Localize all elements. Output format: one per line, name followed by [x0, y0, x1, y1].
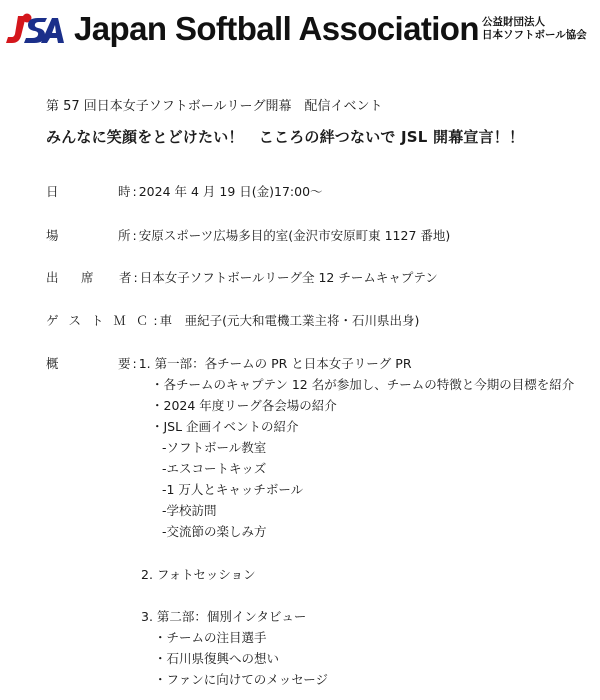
guest-row	[46, 311, 419, 329]
list-item: ・ファンに向けてのメッセージ	[154, 672, 329, 687]
list-item: -交流節の楽しみ方	[162, 524, 267, 539]
overview-part3: 3. 第二部：個別インタビュー	[141, 609, 307, 624]
list-item: ・各チームのキャプテン 12 名が参加し、チームの特徴と今期の目標を紹介	[151, 377, 575, 392]
overview-label-b: 要	[118, 356, 131, 371]
list-item: ・チームの注目選手	[154, 630, 267, 645]
date-row	[46, 182, 323, 200]
overview-part1: 1. 第一部：各チームの PR と日本女子リーグ PR	[138, 356, 412, 371]
overview-part2: 2. フォトセッション	[141, 567, 256, 582]
attendees-row	[46, 268, 438, 286]
list-item: ・2024 年度リーグ各会場の紹介	[151, 398, 337, 413]
date-colon: :	[132, 184, 137, 199]
guest-value: 車 亜紀子(元大和電機工業主将・石川県出身)	[159, 313, 420, 328]
date-label-b: 時	[118, 184, 131, 199]
attendees-label-c: 者	[119, 270, 132, 285]
list-item: -エスコートキッズ	[162, 461, 267, 476]
list-item: ・石川県復興への想い	[154, 651, 280, 666]
organization-subtitle-line2: 日本ソフトボール協会	[482, 29, 587, 41]
event-title: 第 57 回日本女子ソフトボールリーグ開幕 配信イベント	[46, 99, 383, 114]
attendees-colon: :	[133, 270, 138, 285]
list-item: ・JSL 企画イベントの紹介	[151, 419, 299, 434]
header	[0, 0, 600, 62]
date-label-a: 日	[46, 184, 59, 199]
list-item: -1 万人とキャッチボール	[162, 482, 304, 497]
list-item: -ソフトボール教室	[162, 440, 267, 455]
organization-name: Japan Softball Association	[74, 10, 479, 47]
place-label-b: 所	[118, 228, 131, 243]
overview-colon: :	[132, 356, 137, 371]
guest-label: ゲ ス ト Ｍ Ｃ	[46, 313, 152, 328]
jsa-logo-icon	[4, 10, 66, 50]
event-headline: みんなに笑顔をとどけたい！ こころの絆つないで JSL 開幕宣言！！	[46, 128, 525, 146]
date-value: 2024 年 4 月 19 日(金)17:00〜	[138, 184, 323, 199]
organization-subtitle-line1: 公益財団法人	[482, 16, 545, 28]
list-item: -学校訪問	[162, 503, 217, 518]
attendees-value: 日本女子ソフトボールリーグ全 12 チームキャプテン	[139, 270, 438, 285]
place-value: 安原スポーツ広場多目的室(金沢市安原町東 1127 番地)	[138, 228, 451, 243]
guest-colon: :	[153, 313, 158, 328]
overview-label-a: 概	[46, 356, 59, 371]
attendees-label-a: 出	[46, 270, 59, 285]
organization-subtitle	[482, 16, 587, 42]
place-row	[46, 226, 450, 244]
place-colon: :	[132, 228, 137, 243]
overview-row	[46, 354, 412, 372]
attendees-label-b: 席	[81, 270, 94, 285]
place-label-a: 場	[46, 228, 59, 243]
